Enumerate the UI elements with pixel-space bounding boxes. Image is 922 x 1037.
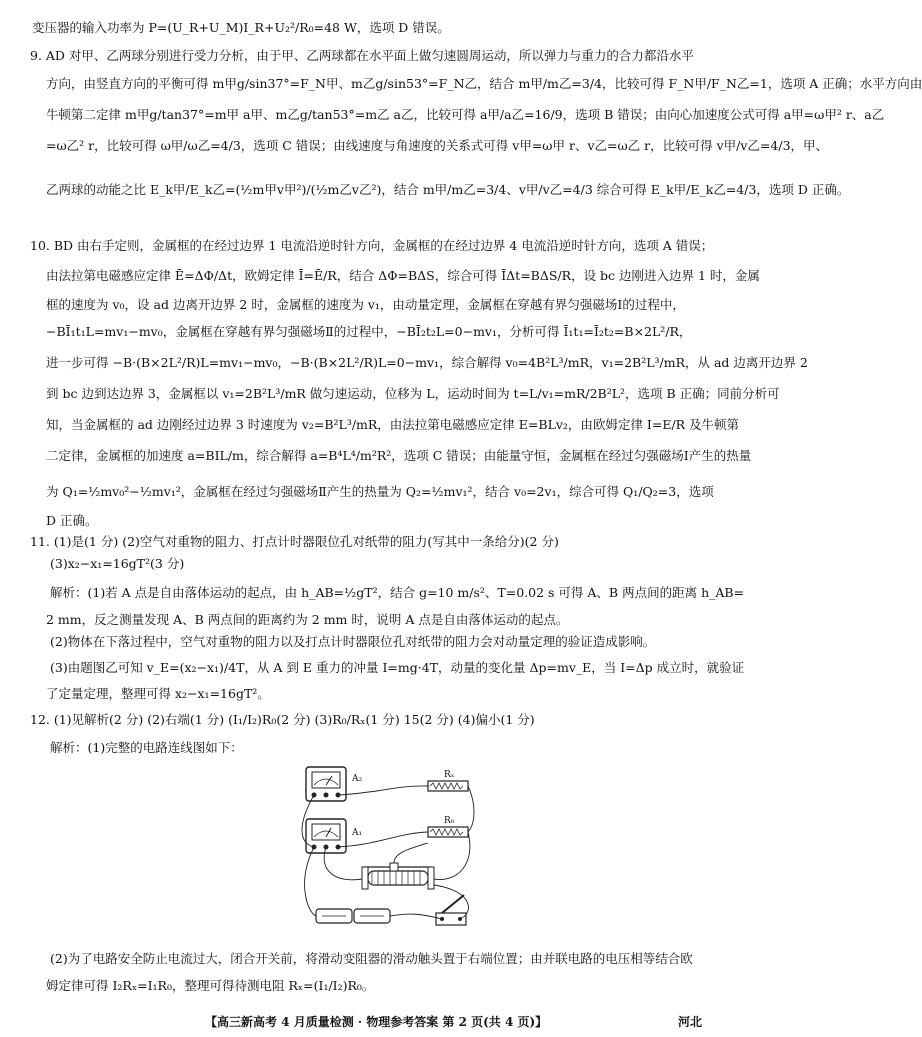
resistor-r0-icon xyxy=(428,827,468,837)
text-line: (2)物体在下落过程中，空气对重物的阻力以及打点计时器限位孔对纸带的阻力会对动量定理的验证造成影响。 xyxy=(50,634,656,649)
ammeter-a2-icon xyxy=(306,767,346,801)
text-line: (2)为了电路安全防止电流过大，闭合开关前，将滑动变阻器的滑动触头置于右端位置；由并联电路的电压相等结合欧 xyxy=(50,951,693,966)
text-line: 变压器的输入功率为 P=(U_R+U_M)I_R+U₂²/R₀=48 W，选项 D 错误。 xyxy=(32,20,450,35)
label-a1: A₁ xyxy=(352,828,363,838)
text-line: 二定律，金属框的加速度 a=BIL/m，综合解得 a=B⁴L⁴/m²R²，选项 C 错误；由能量守恒，金属框在经过匀强磁场Ⅰ产生的热量 xyxy=(46,448,752,463)
text-line: −BĪ₁t₁L=mv₁−mv₀，金属框在穿越有界匀强磁场Ⅱ的过程中，−BĪ₂t₂L=0−mv₁，分析可得 Ī₁t₁=Ī₂t₂=B×2L²/R， xyxy=(46,324,692,339)
text-line: 知，当金属框的 ad 边刚经过边界 3 时速度为 v₂=B²L³/mR，由法拉第电磁感应定律 E=BLv₂，由欧姆定律 I=E/R 及牛顿第 xyxy=(46,417,740,432)
label-rx: Rₓ xyxy=(444,770,455,780)
text-line: 框的速度为 v₀，设 ad 边离开边界 2 时，金属框的速度为 v₁，由动量定理，金属框在穿越有界匀强磁场Ⅰ的过程中， xyxy=(46,297,685,312)
text-line: 到 bc 边到达边界 3，金属框以 v₁=2B²L³/mR 做匀速运动，位移为 L，运动时间为 t=L/v₁=mR/2B²L²，选项 B 正确；同前分析可 xyxy=(46,386,780,401)
rheostat-icon xyxy=(362,863,434,889)
footer-region: 河北 xyxy=(678,1015,703,1029)
text-line: 由法拉第电磁感应定律 Ē=ΔΦ/Δt，欧姆定律 Ī=Ē/R，结合 ΔΦ=BΔS，综合可得 ĪΔt=BΔS/R，设 bc 边刚进入边界 1 时，金属 xyxy=(46,268,760,283)
footer-title: 【高三新高考 4 月质量检测 · 物理参考答案 第 2 页(共 4 页)】 xyxy=(205,1015,548,1029)
text-line: 2 mm，反之测量发现 A、B 两点间的距离约为 2 mm 时，说明 A 点是自由落体运动的起点。 xyxy=(46,612,569,627)
circuit-diagram xyxy=(298,763,478,941)
battery-icon xyxy=(316,909,390,923)
text-line: 进一步可得 −B·(B×2L²/R)L=mv₁−mv₀，−B·(B×2L²/R)L=0−mv₁，综合解得 v₀=4B²L³/mR，v₁=2B²L³/mR，从 ad 边离开边界 2 xyxy=(46,355,808,370)
text-line: 乙两球的动能之比 E_k甲/E_k乙=(½m甲v甲²)/(½m乙v乙²)，结合 m甲/m乙=3/4、v甲/v乙=4/3 综合可得 E_k甲/E_k乙=4/3，选项 D 正确。 xyxy=(46,182,850,197)
text-line: =ω乙² r，比较可得 ω甲/ω乙=4/3，选项 C 错误；由线速度与角速度的关系式可得 v甲=ω甲 r、v乙=ω乙 r，比较可得 v甲/v乙=4/3，甲、 xyxy=(46,138,829,153)
resistor-rx-icon xyxy=(428,781,468,791)
label-a2: A₂ xyxy=(352,774,363,784)
question-12-header: 12. (1)见解析(2 分) (2)右端(1 分) (I₁/I₂)R₀(2 分) (3)R₀/Rₓ(1 分) 15(2 分) (4)偏小(1 分) xyxy=(30,712,535,727)
text-line: (3)x₂−x₁=16gT²(3 分) xyxy=(50,556,185,571)
switch-icon xyxy=(436,895,466,925)
question-9-header: 9. AD 对甲、乙两球分别进行受力分析，由于甲、乙两球都在水平面上做匀速圆周运动，所以弹力与重力的合力都沿水平 xyxy=(30,48,694,63)
question-11-header: 11. (1)是(1 分) (2)空气对重物的阻力、打点计时器限位孔对纸带的阻力(写其中一条给分)(2 分) xyxy=(30,534,559,549)
page-footer xyxy=(0,1011,739,1031)
text-line: 牛顿第二定律 m甲g/tan37°=m甲 a甲、m乙g/tan53°=m乙 a乙，比较可得 a甲/a乙=16/9，选项 B 错误；由向心加速度公式可得 a甲=ω甲² r、a乙 xyxy=(46,107,885,122)
text-line: (3)由题图乙可知 v_E=(x₂−x₁)/4T，从 A 到 E 重力的冲量 I=mg·4T，动量的变化量 Δp=mv_E，当 I=Δp 成立时，就验证 xyxy=(50,660,745,675)
text-line: 姆定律可得 I₂Rₓ=I₁R₀，整理可得待测电阻 Rₓ=(I₁/I₂)R₀。 xyxy=(46,978,375,993)
label-r0: R₀ xyxy=(444,816,455,826)
text-line: 解析：(1)完整的电路连线图如下： xyxy=(50,740,243,755)
text-line: 了定量定理，整理可得 x₂−x₁=16gT²。 xyxy=(46,686,270,701)
text-line: D 正确。 xyxy=(46,513,98,528)
text-line: 解析：(1)若 A 点是自由落体运动的起点，由 h_AB=½gT²，结合 g=10 m/s²、T=0.02 s 可得 A、B 两点间的距离 h_AB= xyxy=(50,585,745,600)
text-line: 为 Q₁=½mv₀²−½mv₁²，金属框在经过匀强磁场Ⅱ产生的热量为 Q₂=½mv₁²，结合 v₀=2v₁，综合可得 Q₁/Q₂=3，选项 xyxy=(46,484,714,499)
question-10-header: 10. BD 由右手定则，金属框的在经过边界 1 电流沿逆时针方向，金属框的在经过边界 4 电流沿逆时针方向，选项 A 错误； xyxy=(30,238,714,253)
text-line: 方向，由竖直方向的平衡可得 m甲g/sin37°=F_N甲、m乙g/sin53°=F_N乙，结合 m甲/m乙=3/4，比较可得 F_N甲/F_N乙=1，选项 A 正确；水平方向由 xyxy=(46,76,922,91)
